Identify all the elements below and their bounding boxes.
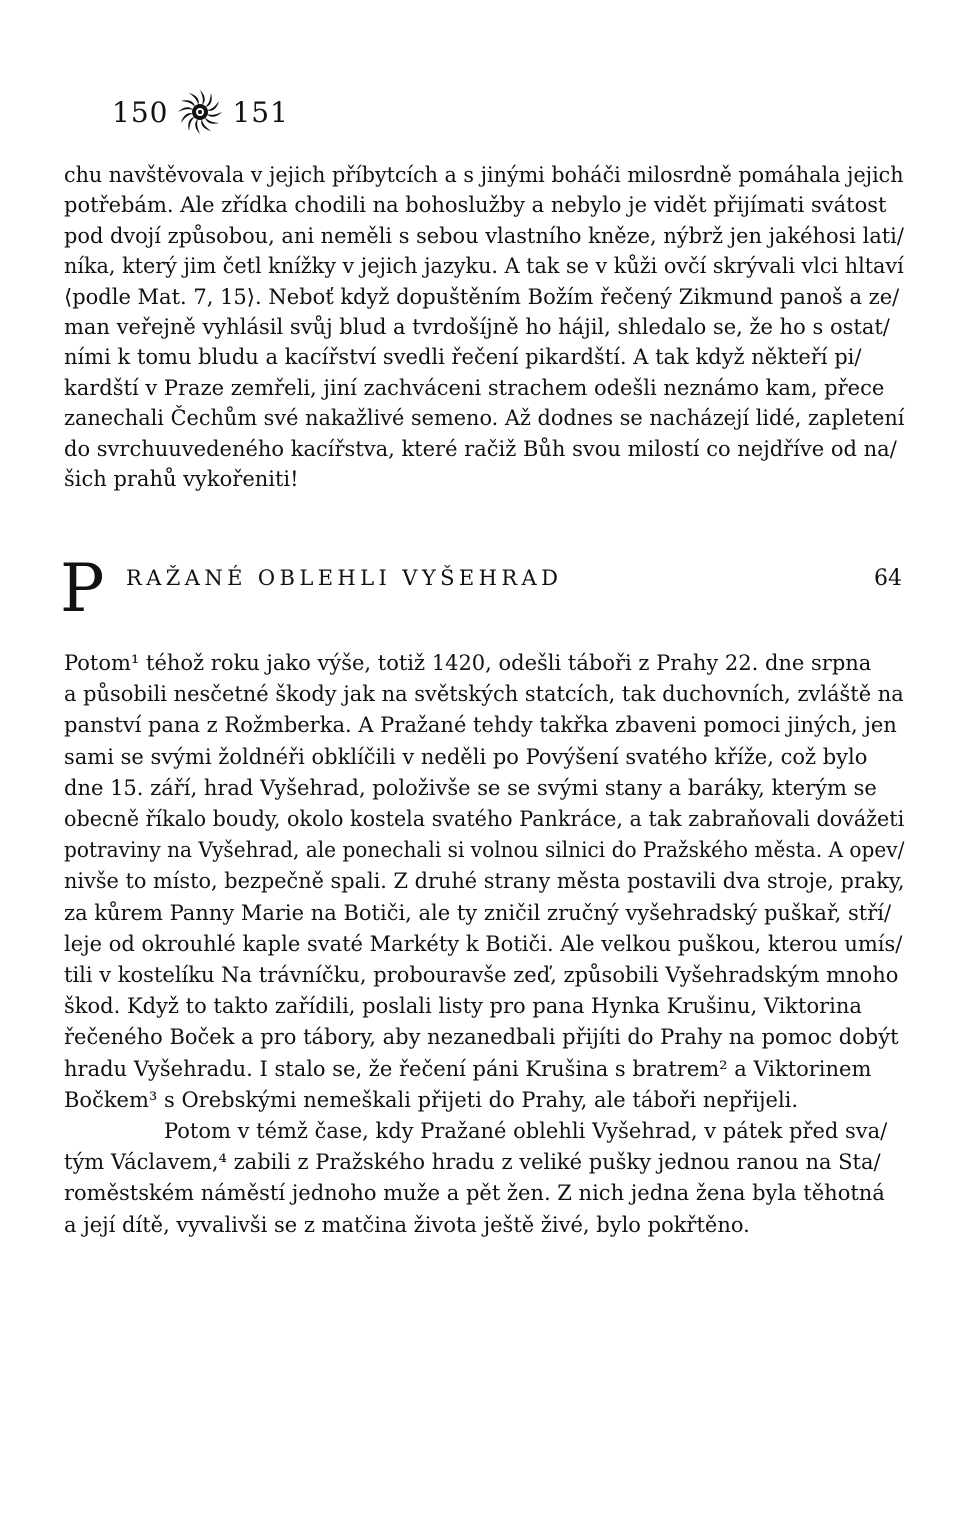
text-line: man veřejně vyhlásil svůj blud a tvrdošíjně ho hájil, shledalo se, že ho s ostat/	[64, 315, 890, 340]
text-line: a její dítě, vyvalivši se z matčina života ještě živé, bylo pokřtěno.	[64, 1212, 750, 1237]
section-body	[64, 648, 904, 1241]
swirl-ornament-icon	[176, 88, 224, 136]
text-line: nivše to místo, bezpečně spali. Z druhé strany města postavili dva stroje, praky,	[64, 869, 905, 894]
text-line: Bočkem³ s Orebskými nemeškali přijeti do Prahy, ale táboři nepřijeli.	[64, 1087, 799, 1112]
text-line: roměstském náměstí jednoho muže a pět žen. Z nich jedna žena byla těhotná	[64, 1181, 885, 1206]
text-line: škod. Když to takto zařídili, poslali listy pro pana Hynka Krušinu, Viktorina	[64, 994, 862, 1019]
section-number: 64	[874, 566, 902, 591]
text-line: a působili nesčetné škody jak na světských statcích, tak duchovních, zvláště na	[64, 682, 904, 707]
paragraph	[64, 648, 904, 1116]
text-line: hradu Vyšehradu. I stalo se, že řečení páni Krušina s bratrem² a Viktorinem	[64, 1056, 872, 1081]
section-title: RAŽANÉ OBLEHLI VYŠEHRAD	[126, 566, 563, 590]
drop-cap: P	[60, 550, 105, 627]
text-line: ⟨podle Mat. 7, 15⟩. Neboť když dopuštěním Božím řečený Zikmund panoš a ze/	[64, 284, 900, 309]
text-line: kardští v Praze zemřeli, jiní zachváceni strachem odešli neznámo kam, přece	[64, 375, 885, 400]
text-line-content: Potom v témž čase, kdy Pražané oblehli Vyšehrad, v pátek před sva/	[164, 1119, 888, 1144]
text-line: řečeného Boček a pro tábory, aby nezanedbali přijíti do Prahy na pomoc dobýt	[64, 1025, 899, 1050]
text-line	[64, 1116, 904, 1147]
page-header	[112, 88, 289, 136]
page-number-left: 150	[112, 95, 169, 129]
text-line: panství pana z Rožmberka. A Pražané tehdy takřka zbaveni pomoci jiných, jen	[64, 713, 897, 738]
text-line: šich prahů vykořeniti!	[64, 467, 299, 492]
text-line: potřebám. Ale zřídka chodili na bohoslužby a nebylo je vidět přijímati svátost	[64, 193, 887, 218]
text-line: za kůrem Panny Marie na Botiči, ale ty zničil zručný vyšehradský puškař, stří/	[64, 900, 892, 925]
text-line: Potom¹ téhož roku jako výše, totiž 1420, odešli táboři z Prahy 22. dne srpna	[64, 651, 872, 675]
intro-paragraph	[64, 160, 904, 494]
text-line: zanechali Čechům své nakažlivé semeno. Až dodnes se nacházejí lidé, zapletení	[64, 406, 905, 431]
text-line: do svrchuuvedeného kacířstva, které račiž Bůh svou milostí co nejdříve od na/	[64, 436, 897, 461]
text-line: níka, který jim četl knížky v jejich jazyku. A tak se v kůži ovčí skrývali vlci hltaví	[64, 254, 904, 279]
text-line: pod dvojí způsobou, ani neměli s sebou vlastního kněze, nýbrž jen jakéhosi lati/	[64, 223, 904, 248]
text-line: potraviny na Vyšehrad, ale ponechali si volnou silnici do Pražského města. A opev/	[64, 838, 905, 863]
text-line: chu navštěvovala v jejich příbytcích a s jinými boháči milosrdně pomáhala jejich	[64, 163, 904, 187]
text-line: tým Václavem,⁴ zabili z Pražského hradu z veliké pušky jednou ranou na Sta/	[64, 1150, 881, 1175]
section-heading	[60, 550, 902, 628]
text-line: dne 15. září, hrad Vyšehrad, položivše se se svými stany a baráky, kterým se	[64, 775, 877, 800]
text-line: obecně říkalo boudy, okolo kostela svatého Pankráce, a tak zabraňovali dovážeti	[64, 807, 905, 832]
text-line: leje od okrouhlé kaple svaté Markéty k Botiči. Ale velkou puškou, kterou umís/	[64, 931, 903, 956]
text-line: ními k tomu bludu a kacířství svedli řečení pikardští. A tak když někteří pi/	[64, 345, 862, 370]
text-line: tili v kostelíku Na trávníčku, probouravše zeď, způsobili Vyšehradským mnoho	[64, 963, 899, 988]
page-number-right: 151	[232, 95, 289, 129]
paragraph	[64, 1116, 904, 1241]
text-line: sami se svými žoldnéři obklíčili v neděli po Povýšení svatého kříže, což bylo	[64, 744, 868, 769]
